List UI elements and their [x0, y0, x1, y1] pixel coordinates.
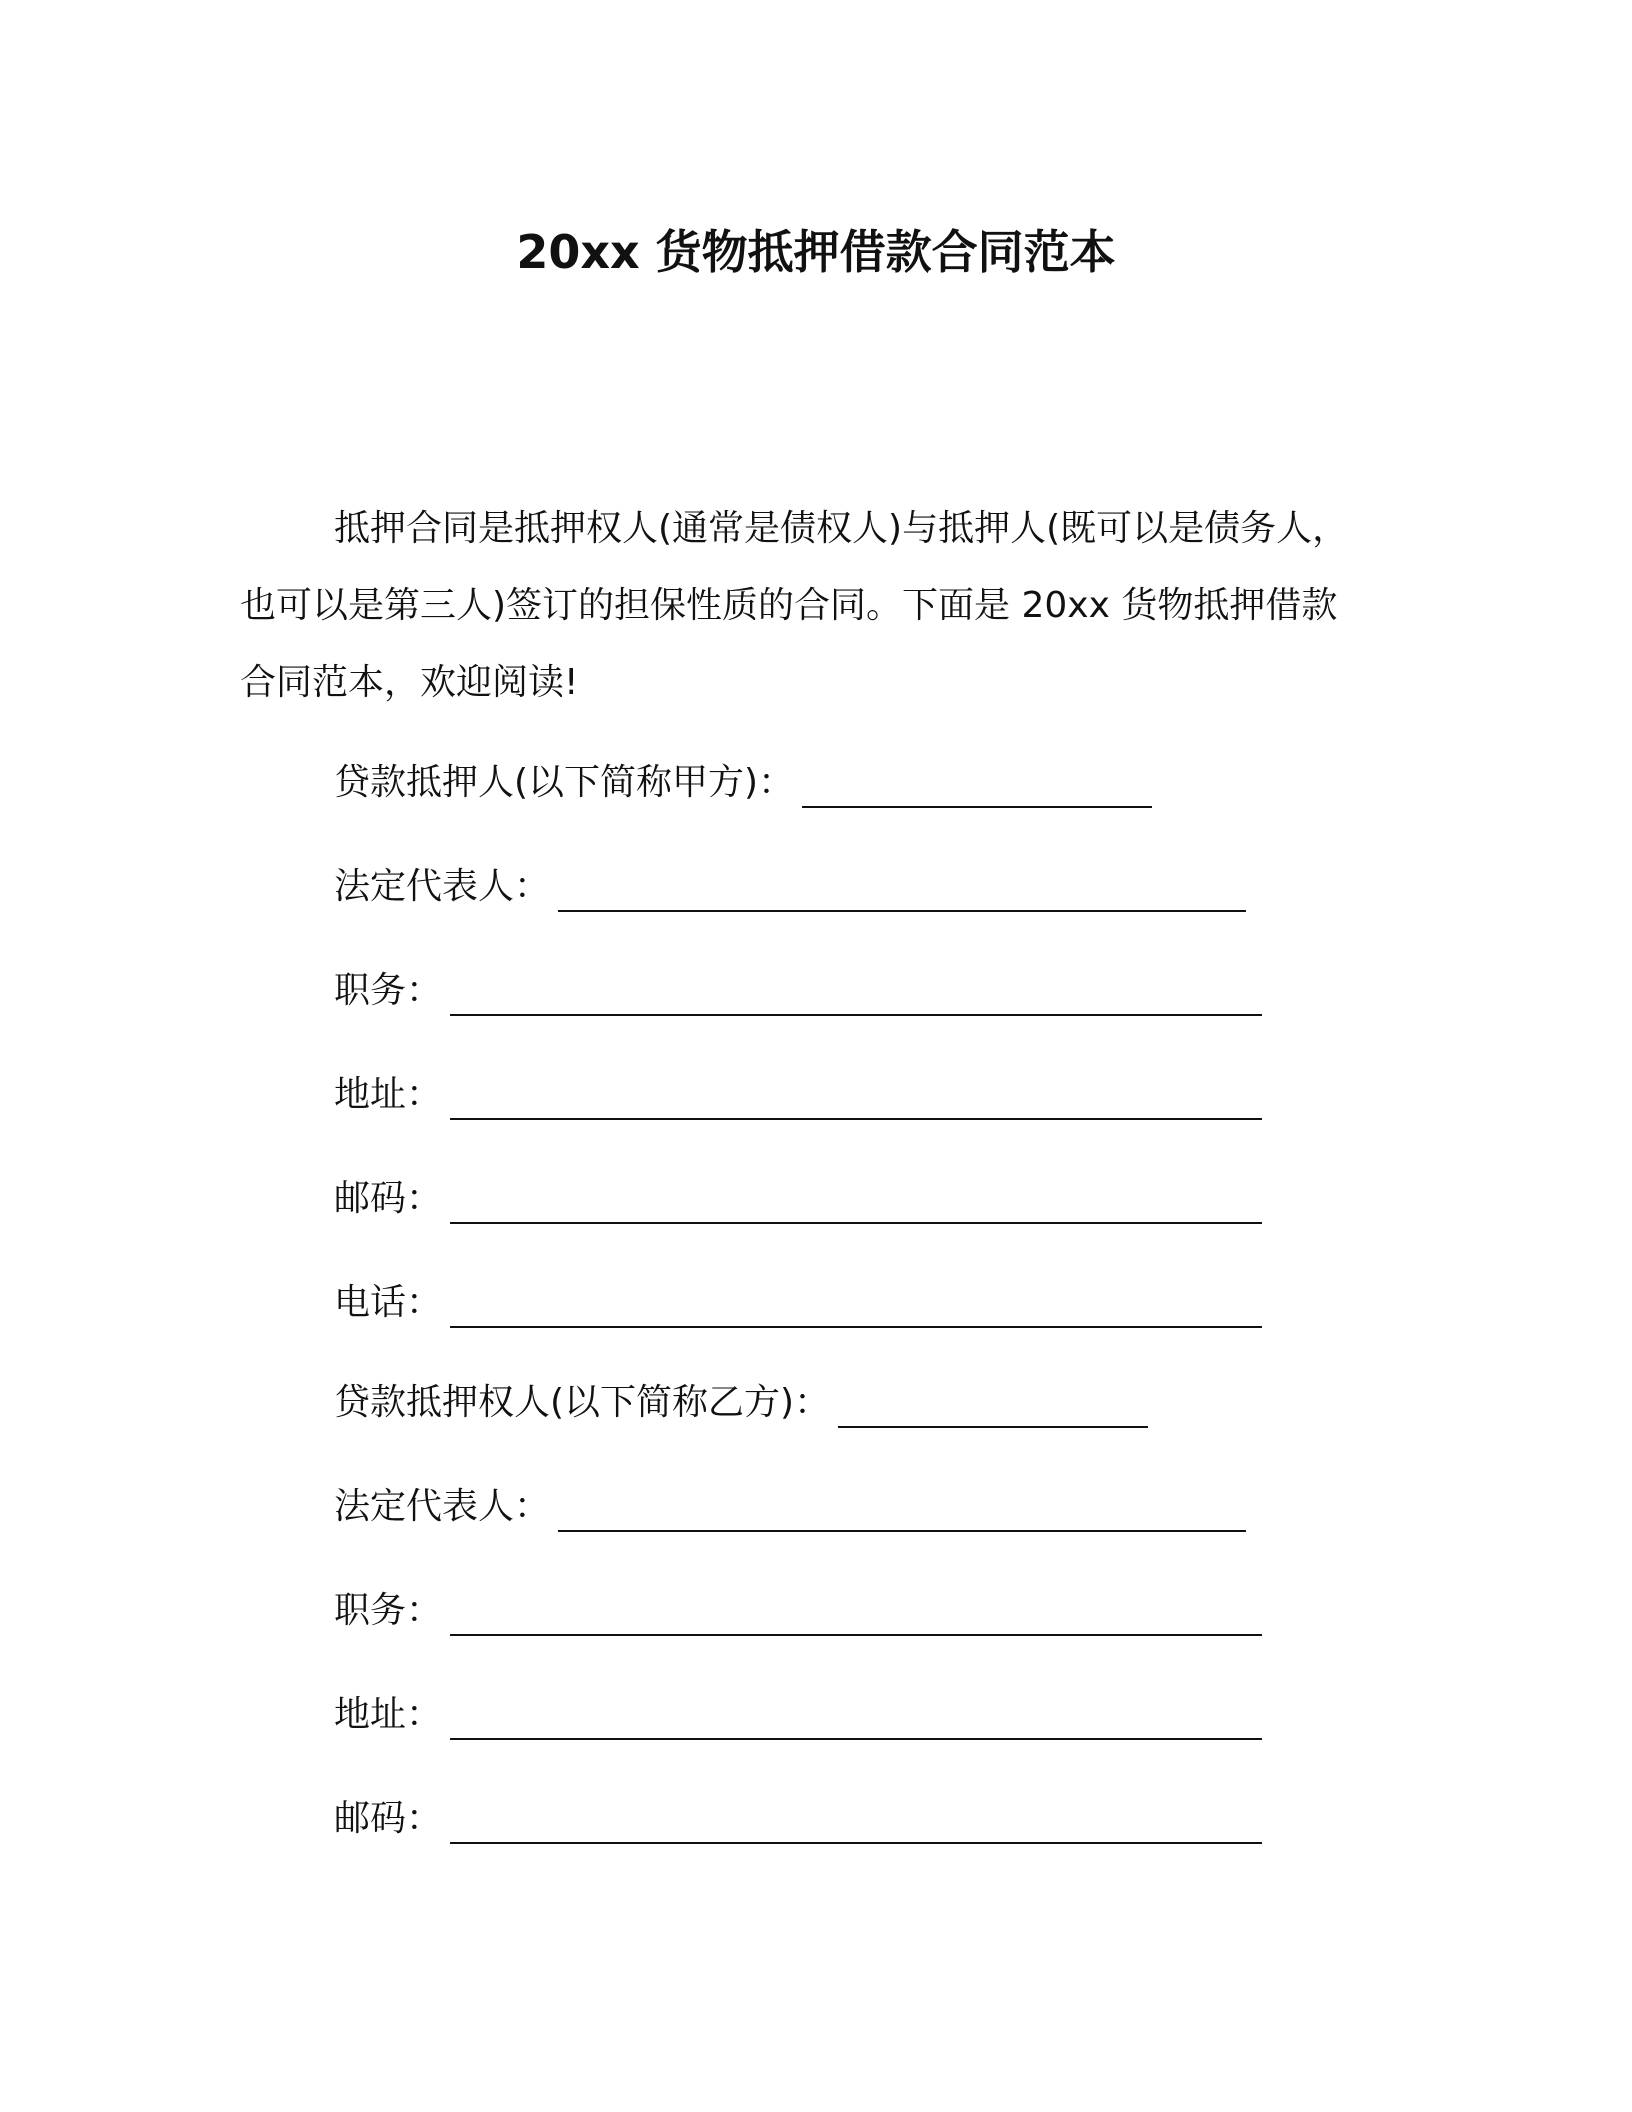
address-blank	[450, 1078, 1262, 1120]
postcode-blank	[450, 1802, 1262, 1844]
document-title: 20xx 货物抵押借款合同范本	[516, 225, 1116, 279]
party-b-name-blank	[838, 1386, 1148, 1428]
party-b-position-row	[334, 1586, 1262, 1636]
party-b-address-row	[334, 1690, 1262, 1740]
party-b-heading: 贷款抵押权人(以下简称乙方)：	[334, 1382, 831, 1423]
party-a-heading-row	[334, 758, 1152, 808]
field-label: 职务：	[334, 1590, 443, 1631]
party-a-name-blank	[802, 766, 1152, 808]
party-a-address-row	[334, 1070, 1262, 1120]
field-label: 电话：	[334, 1282, 443, 1323]
field-label: 职务：	[334, 970, 443, 1011]
representative-blank	[558, 870, 1246, 912]
party-a-position-row	[334, 966, 1262, 1016]
field-label: 地址：	[334, 1074, 443, 1115]
field-label: 邮码：	[334, 1798, 443, 1839]
field-label: 邮码：	[334, 1178, 443, 1219]
intro-paragraph: 抵押合同是抵押权人(通常是债权人)与抵押人(既可以是债务人，也可以是第三人)签订的担保性质的合同。下面是 20xx 货物抵押借款合同范本，欢迎阅读!	[240, 508, 1349, 703]
party-a-phone-row	[334, 1278, 1262, 1328]
position-blank	[450, 1594, 1262, 1636]
party-a-heading: 贷款抵押人(以下简称甲方)：	[334, 762, 795, 803]
party-b-heading-row	[334, 1378, 1148, 1428]
representative-blank	[558, 1490, 1246, 1532]
phone-blank	[450, 1286, 1262, 1328]
field-label: 法定代表人：	[334, 866, 551, 907]
field-label: 地址：	[334, 1694, 443, 1735]
position-blank	[450, 974, 1262, 1016]
postcode-blank	[450, 1182, 1262, 1224]
party-b-postcode-row	[334, 1794, 1262, 1844]
address-blank	[450, 1698, 1262, 1740]
party-a-representative-row	[334, 862, 1246, 912]
party-a-postcode-row	[334, 1174, 1262, 1224]
party-b-representative-row	[334, 1482, 1246, 1532]
field-label: 法定代表人：	[334, 1486, 551, 1527]
